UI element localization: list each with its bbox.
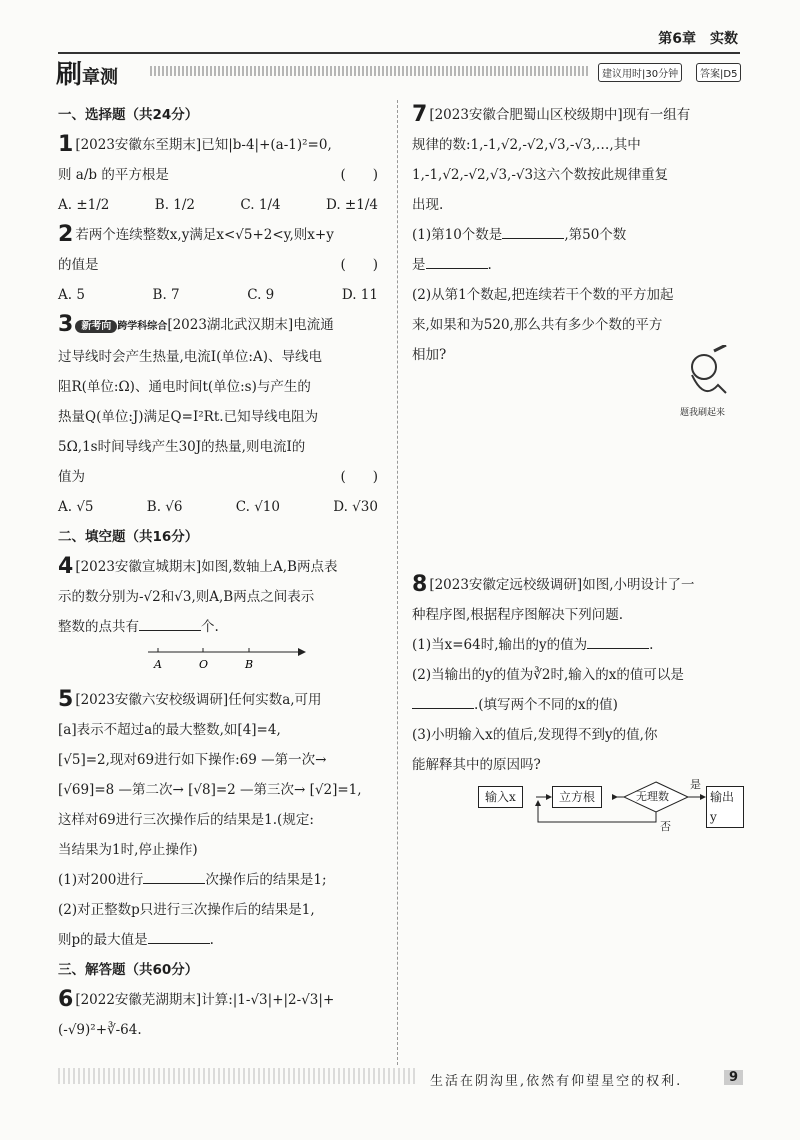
number-line-arrow: [298, 648, 306, 656]
section-2-title: 二、填空题（共16分）: [58, 529, 199, 545]
section-3-title: 三、解答题（共60分）: [58, 962, 199, 978]
mascot-caption: 题我刷起来: [680, 408, 726, 418]
label-a: A: [154, 658, 162, 671]
q3-options: [58, 492, 388, 522]
flow-output-box: 输出y: [706, 786, 744, 828]
question-3: 3 新考向 跨学科综合[2023湖北武汉期末]电流通 过导线时会产生热量,电流I(单位:A)、导线电 阻R(单位:Ω)、通电时间t(单位:s)与产生的 热量Q(单位:J)满足Q=I²Rt.已知导线电阻为 5Ω,1s时间导线产生30J的热量,则电流I的 值为 ( ) A. √5 B. √6 C. √10 D. √30: [58, 310, 388, 522]
footer-band: [58, 1068, 418, 1084]
q5-answer-blank-1[interactable]: [143, 869, 205, 884]
label-b: B: [245, 658, 254, 671]
q8-answer-blank-2[interactable]: [412, 694, 474, 709]
cross-discipline-tag: 跨学科综合: [117, 321, 168, 332]
question-8: 8 [2023安徽定远校级调研]如图,小明设计了一 种程序图,根据程序图解决下列问题. (1)当x=64时,输出的y的值为 . (2)当输出的y的值为∛2时,输入的x的值可以是 .(填写两个不同的x的值) (3)小明输入x的值后,发现得不到y的值,你 能解释其中的原因吗? 输入x 立方根 无理数 是 否 输出y: [412, 570, 744, 840]
flow-yes-label: 是: [690, 778, 701, 791]
answer-pill: 答案|D5: [696, 63, 741, 82]
q2-option-a[interactable]: A. 5: [58, 287, 85, 303]
header-dotted-band: [150, 66, 590, 76]
flow-input-box: 输入x: [478, 786, 523, 808]
brand-title: [56, 54, 118, 91]
question-7: 7 [2023安徽合肥蜀山区校级期中]现有一组有 规律的数:1,-1,√2,-√2,√3,-√3,…,其中 1,-1,√2,-√2,√3,-√3这六个数按此规律重复 出现. (1)第10个数是 ,第50个数 是 . (2)从第1个数起,把连续若干个数的平方加起 来,如果和为520,那么共有多少个数的平方 相加?: [412, 102, 691, 363]
q7-answer-blank-2[interactable]: [426, 254, 488, 269]
q1-option-a[interactable]: A. ±1/2: [58, 197, 110, 213]
question-5: 5 [2023安徽六安校级调研]任何实数a,可用 [a]表示不超过a的最大整数,如[4]=4, [√5]=2,现对69进行如下操作:69 —第一次→ [√69]=8 —第二次→ [√8]=2 —第三次→ [√2]=1, 这样对69进行三次操作后的结果是1.(规定: 当结果为1时,停止操作) (1)对200进行 次操作后的结果是1; (2)对正整数p只进行三次操作后的结果是1, 则p的最大值是 .: [58, 687, 362, 948]
arrow-head-2: [612, 794, 618, 800]
q2-option-c[interactable]: C. 9: [247, 287, 275, 303]
section-1-title: 一、选择题（共24分）: [58, 107, 199, 123]
label-o: O: [199, 658, 209, 671]
arrow-head-4: [535, 800, 541, 806]
q3-option-d[interactable]: D. √30: [333, 499, 378, 515]
flow-irrational-label: 无理数: [636, 790, 669, 803]
flow-no-label: 否: [660, 820, 671, 833]
q1-option-b[interactable]: B. 1/2: [154, 197, 196, 213]
column-divider: [397, 100, 398, 1065]
brand-small: 章测: [82, 67, 119, 88]
number-line: [58, 642, 308, 674]
mascot-figure: [676, 345, 732, 403]
q1-option-d[interactable]: D. ±1/4: [326, 197, 378, 213]
time-pill: 建议用时|30分钟: [598, 63, 682, 82]
q2-option-d[interactable]: D. 11: [341, 287, 378, 303]
question-1: 1 [2023安徽东至期末]已知|b-4|+(a-1)²=0, 则 a/b 的平方根是 ( ) A. ±1/2 B. 1/2 C. 1/4 D. ±1/4: [58, 130, 388, 220]
q1-option-c[interactable]: C. 1/4: [240, 197, 281, 213]
flowchart: [412, 780, 744, 840]
q5-answer-blank-2[interactable]: [148, 929, 210, 944]
question-4: 4 [2023安徽宣城期末]如图,数轴上A,B两点表 示的数分别为-√2和√3,则A,B两点之间表示 整数的点共有 个. A O B: [58, 552, 388, 685]
q8-answer-blank-1[interactable]: [587, 634, 649, 649]
q2-option-b[interactable]: B. 7: [152, 287, 180, 303]
page-number: 9: [724, 1070, 743, 1085]
q3-option-b[interactable]: B. √6: [146, 499, 183, 515]
left-column: [58, 100, 388, 1045]
question-2: 2 若两个连续整数x,y满足x<√5+2<y,则x+y 的值是 ( ) A. 5 B. 7 C. 9 D. 11: [58, 220, 388, 310]
footer-motto: 生活在阴沟里,依然有仰望星空的权利.: [430, 1074, 683, 1089]
new-trend-tag: 新考向: [75, 320, 117, 333]
q3-option-c[interactable]: C. √10: [235, 499, 280, 515]
flow-cube-root-box: 立方根: [552, 786, 602, 808]
q2-options: [58, 280, 388, 310]
header-rule: [58, 52, 740, 54]
q3-option-a[interactable]: A. √5: [58, 499, 94, 515]
q7-answer-blank-1[interactable]: [502, 224, 564, 239]
question-6: 6 [2022安徽芜湖期末]计算:|1-√3|+|2-√3|+ (-√9)²+∛-64.: [58, 987, 335, 1038]
q4-answer-blank[interactable]: [139, 616, 201, 631]
right-column: [412, 100, 744, 840]
q1-options: [58, 190, 388, 220]
brand-big: 刷: [56, 60, 83, 90]
arrow-head-1: [546, 794, 552, 800]
chapter-title: 第6章 实数: [658, 31, 738, 47]
